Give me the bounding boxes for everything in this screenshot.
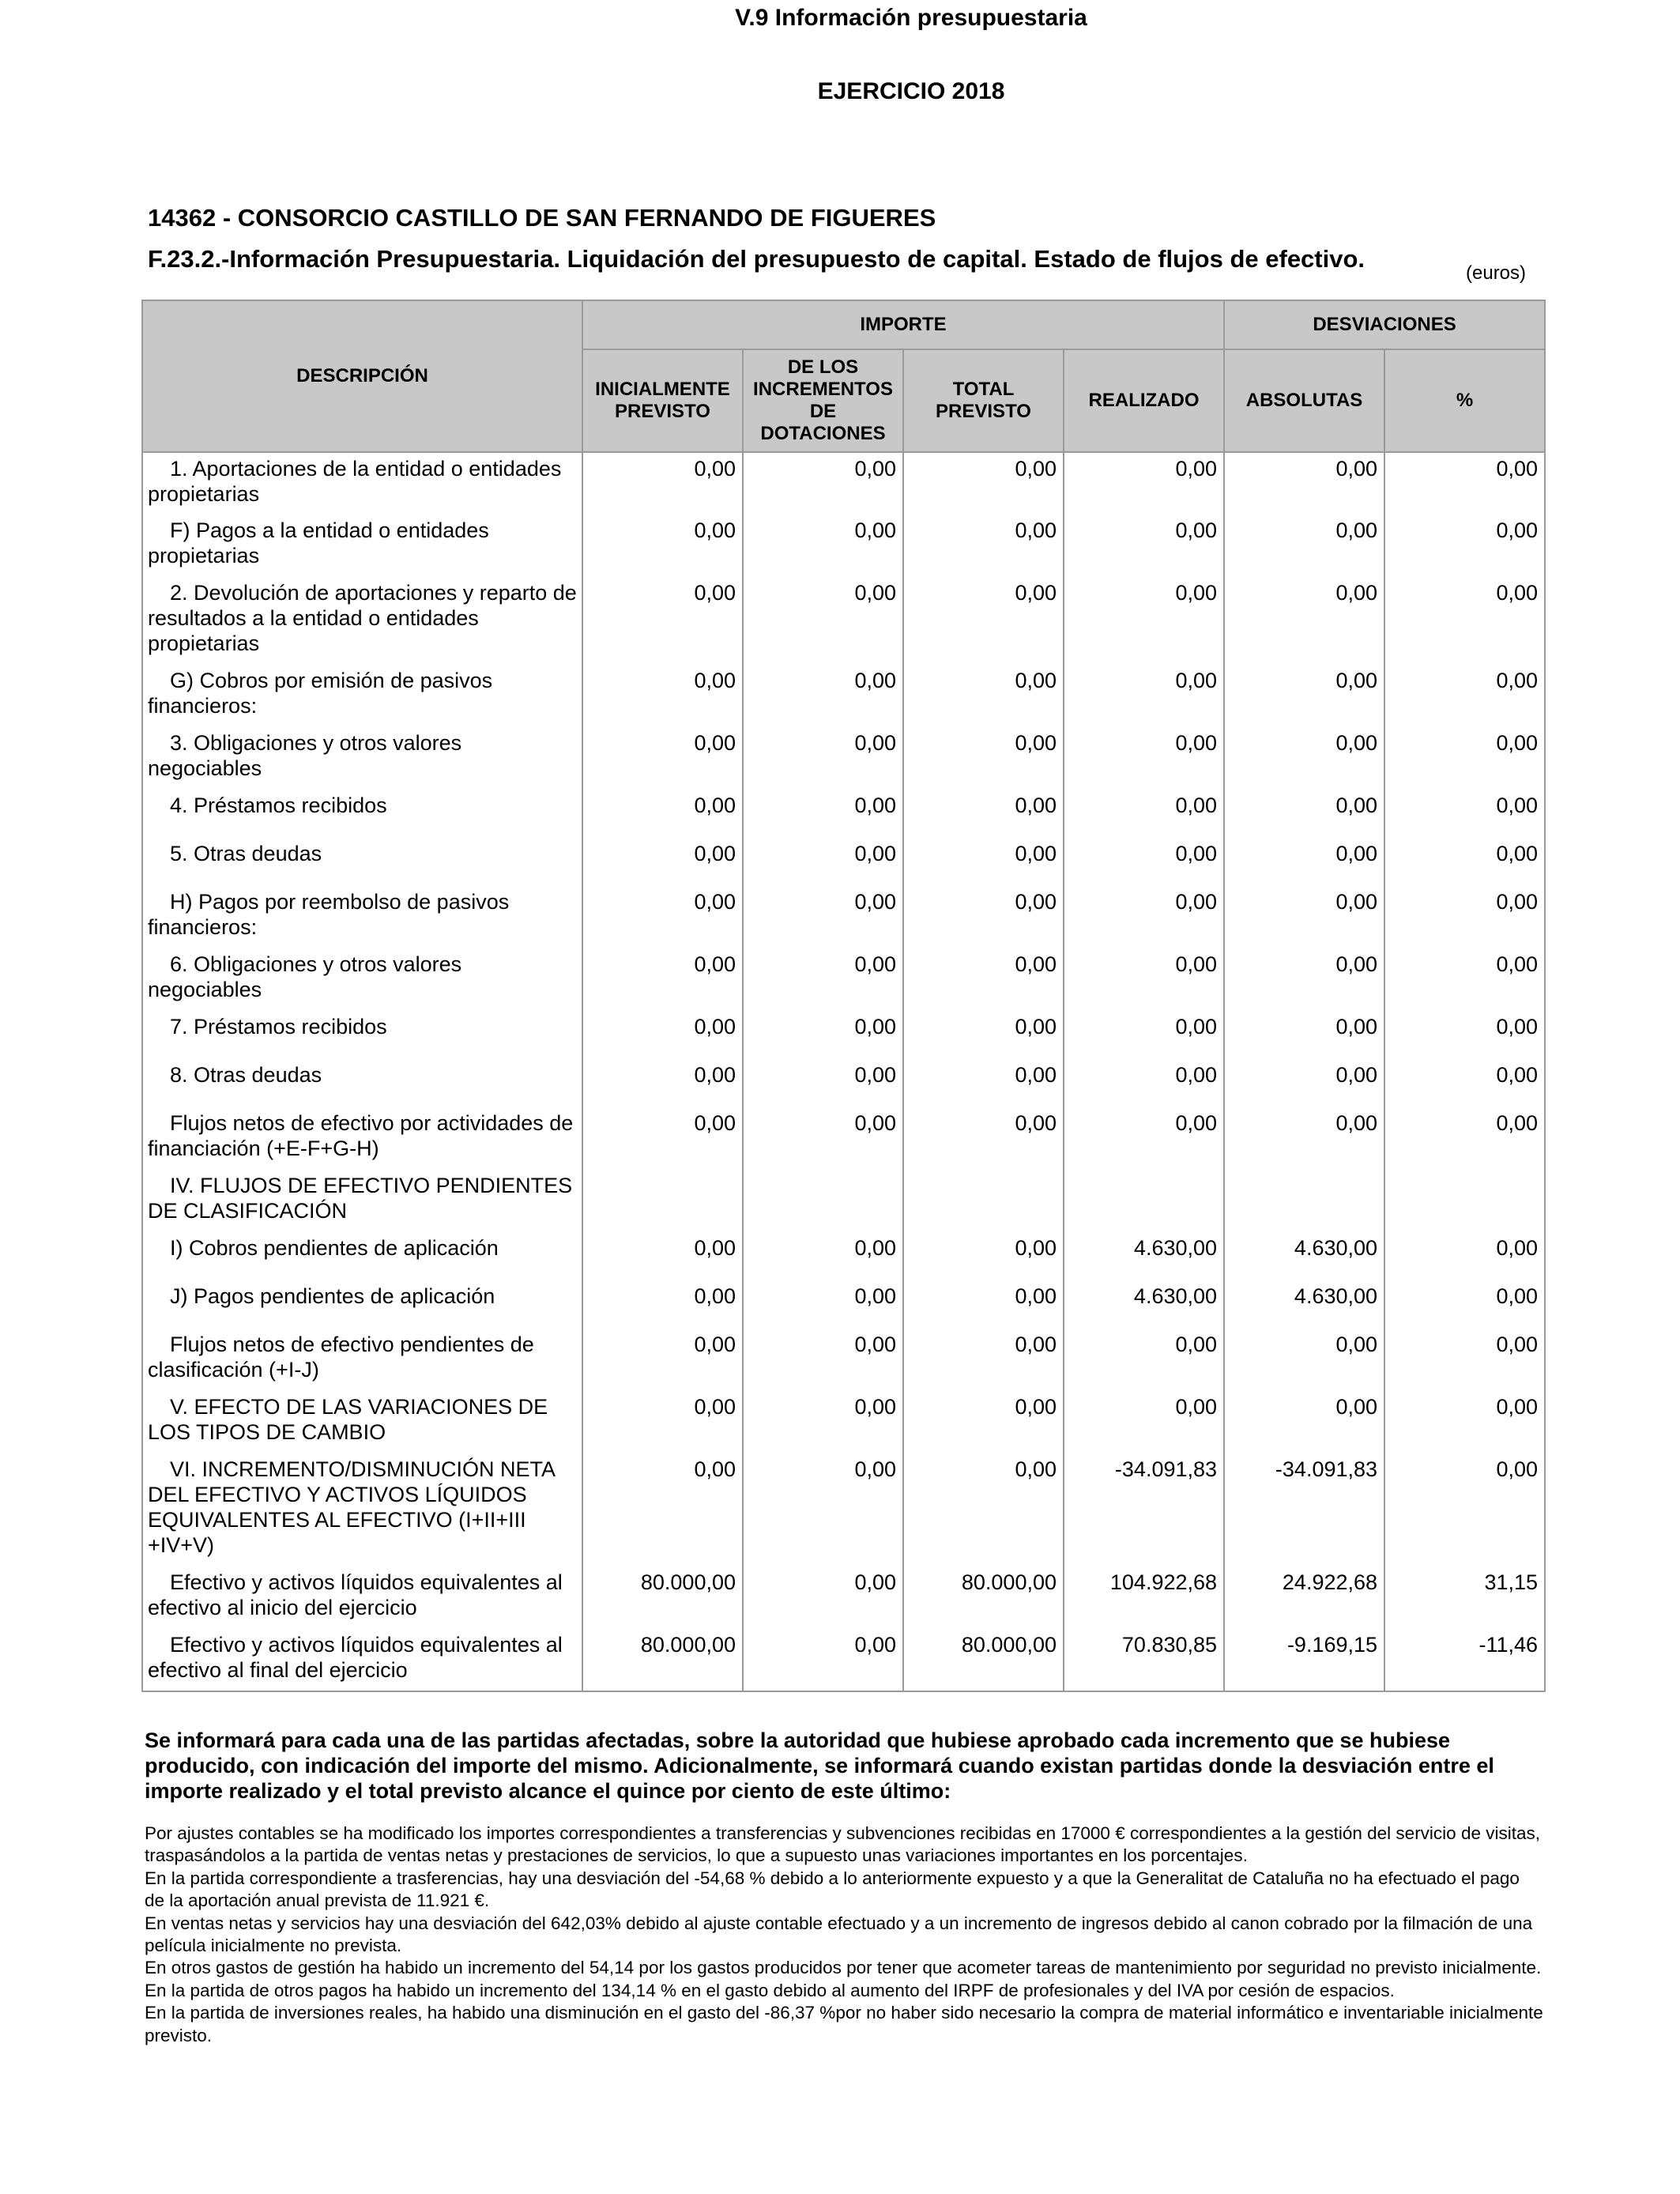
header-importe: IMPORTE — [582, 300, 1224, 349]
cell-absolutas: 0,00 — [1224, 948, 1384, 1011]
cell-incrementos: 0,00 — [743, 838, 903, 886]
cell-inicialmente-previsto: 0,00 — [582, 790, 743, 838]
row-description: Efectivo y activos líquidos equivalentes al efectivo al final del ejercicio — [142, 1629, 582, 1691]
cell-incrementos: 0,00 — [743, 1629, 903, 1691]
row-description: V. EFECTO DE LAS VARIACIONES DE LOS TIPOS DE CAMBIO — [142, 1391, 582, 1453]
cell-realizado: -34.091,83 — [1064, 1453, 1224, 1566]
cell-absolutas: 0,00 — [1224, 1059, 1384, 1107]
header-absolutas: ABSOLUTAS — [1224, 349, 1384, 452]
cell-absolutas: 0,00 — [1224, 577, 1384, 665]
table-row — [142, 1329, 1545, 1391]
cell-incrementos: 0,00 — [743, 452, 903, 515]
cell-absolutas: 0,00 — [1224, 886, 1384, 948]
table-row — [142, 1453, 1545, 1566]
cell-realizado: 0,00 — [1064, 1391, 1224, 1453]
cell-total-previsto: 0,00 — [903, 1280, 1064, 1329]
note-paragraph: En otros gastos de gestión ha habido un incremento del 54,14 por los gastos producidos por tener que acometer tareas de mantenimiento por seguridad no previsto inicialmente. — [145, 1958, 1542, 1978]
cell-total-previsto: 80.000,00 — [903, 1629, 1064, 1691]
cell-total-previsto: 0,00 — [903, 1391, 1064, 1453]
cell-pct — [1384, 1170, 1545, 1232]
cell-realizado: 0,00 — [1064, 452, 1224, 515]
cell-pct: 0,00 — [1384, 1232, 1545, 1280]
cell-absolutas: 4.630,00 — [1224, 1280, 1384, 1329]
note-paragraph: En la partida correspondiente a trasferencias, hay una desviación del -54,68 % debido a lo anteriormente expuesto y a que la Generalitat de Cataluña no ha efectuado el pago de la aportación anual prevista de 11.921 €. — [145, 1868, 1520, 1911]
table-row — [142, 665, 1545, 727]
cell-incrementos: 0,00 — [743, 515, 903, 577]
table-row — [142, 1011, 1545, 1059]
cell-realizado: 0,00 — [1064, 790, 1224, 838]
table-row — [142, 1280, 1545, 1329]
cell-pct: 0,00 — [1384, 1107, 1545, 1170]
note-paragraph: Por ajustes contables se ha modificado los importes correspondientes a transferencias y subvenciones recibidas en 17000 € correspondientes a la gestión del servicio de visitas, traspasándolos a la partida de ventas netas y prestaciones de servicios, lo que a supuesto unas variaciones importantes en los porcentajes. — [145, 1823, 1540, 1866]
cash-flow-table — [141, 300, 1546, 1692]
note-paragraph: En la partida de otros pagos ha habido un incremento del 134,14 % en el gasto debido al aumento del IRPF de profesionales y del IVA por cesión de espacios. — [145, 1980, 1395, 2000]
row-description: Flujos netos de efectivo por actividades de financiación (+E-F+G-H) — [142, 1107, 582, 1170]
cell-incrementos: 0,00 — [743, 727, 903, 790]
cell-realizado: 0,00 — [1064, 665, 1224, 727]
cell-inicialmente-previsto: 0,00 — [582, 1232, 743, 1280]
cell-pct: 0,00 — [1384, 1011, 1545, 1059]
cell-total-previsto: 0,00 — [903, 948, 1064, 1011]
cell-absolutas: 0,00 — [1224, 452, 1384, 515]
row-description: Flujos netos de efectivo pendientes de clasificación (+I-J) — [142, 1329, 582, 1391]
cell-pct: 0,00 — [1384, 665, 1545, 727]
cell-pct: -11,46 — [1384, 1629, 1545, 1691]
cell-incrementos: 0,00 — [743, 1280, 903, 1329]
entity-name: 14362 - CONSORCIO CASTILLO DE SAN FERNANDO DE FIGUERES — [148, 204, 936, 232]
cell-total-previsto: 0,00 — [903, 727, 1064, 790]
cell-realizado: 70.830,85 — [1064, 1629, 1224, 1691]
cell-inicialmente-previsto: 0,00 — [582, 1011, 743, 1059]
cell-incrementos: 0,00 — [743, 886, 903, 948]
table-row — [142, 577, 1545, 665]
table-row — [142, 1232, 1545, 1280]
cell-absolutas: 0,00 — [1224, 1329, 1384, 1391]
header-inicialmente-previsto: INICIALMENTE PREVISTO — [582, 349, 743, 452]
cell-realizado — [1064, 1170, 1224, 1232]
table-row — [142, 452, 1545, 515]
cell-pct: 0,00 — [1384, 886, 1545, 948]
row-description: IV. FLUJOS DE EFECTIVO PENDIENTES DE CLASIFICACIÓN — [142, 1170, 582, 1232]
cell-incrementos: 0,00 — [743, 1059, 903, 1107]
cell-absolutas: 0,00 — [1224, 1011, 1384, 1059]
table-row — [142, 1391, 1545, 1453]
cell-realizado: 104.922,68 — [1064, 1566, 1224, 1629]
cell-total-previsto: 0,00 — [903, 452, 1064, 515]
units-label: (euros) — [1466, 262, 1527, 284]
row-description: 4. Préstamos recibidos — [142, 790, 582, 838]
cell-total-previsto: 0,00 — [903, 886, 1064, 948]
cell-absolutas: 0,00 — [1224, 727, 1384, 790]
header-descripcion: DESCRIPCIÓN — [142, 300, 582, 452]
cell-absolutas: 4.630,00 — [1224, 1232, 1384, 1280]
cell-inicialmente-previsto: 0,00 — [582, 452, 743, 515]
notes-block — [145, 1823, 1543, 2047]
cell-total-previsto: 0,00 — [903, 577, 1064, 665]
cell-incrementos: 0,00 — [743, 790, 903, 838]
cell-total-previsto: 0,00 — [903, 1059, 1064, 1107]
cell-total-previsto: 0,00 — [903, 838, 1064, 886]
cell-realizado: 0,00 — [1064, 727, 1224, 790]
cell-total-previsto: 0,00 — [903, 1107, 1064, 1170]
cell-pct: 0,00 — [1384, 948, 1545, 1011]
row-description: H) Pagos por reembolso de pasivos financieros: — [142, 886, 582, 948]
cell-inicialmente-previsto: 0,00 — [582, 1107, 743, 1170]
cell-inicialmente-previsto: 0,00 — [582, 1391, 743, 1453]
cell-inicialmente-previsto: 0,00 — [582, 1453, 743, 1566]
cell-incrementos: 0,00 — [743, 948, 903, 1011]
cell-incrementos: 0,00 — [743, 1232, 903, 1280]
cell-realizado: 0,00 — [1064, 838, 1224, 886]
cell-inicialmente-previsto: 80.000,00 — [582, 1566, 743, 1629]
fiscal-year: EJERCICIO 2018 — [817, 78, 1005, 104]
cell-pct: 0,00 — [1384, 515, 1545, 577]
cell-absolutas: 0,00 — [1224, 838, 1384, 886]
header-desviaciones: DESVIACIONES — [1224, 300, 1545, 349]
table-row — [142, 1107, 1545, 1170]
cell-realizado: 0,00 — [1064, 515, 1224, 577]
cell-realizado: 0,00 — [1064, 577, 1224, 665]
cell-total-previsto: 0,00 — [903, 1329, 1064, 1391]
table-row — [142, 1059, 1545, 1107]
row-description: 7. Préstamos recibidos — [142, 1011, 582, 1059]
table-row — [142, 727, 1545, 790]
cell-incrementos: 0,00 — [743, 1391, 903, 1453]
cell-total-previsto — [903, 1170, 1064, 1232]
table-row — [142, 1170, 1545, 1232]
cell-inicialmente-previsto: 0,00 — [582, 1280, 743, 1329]
cell-inicialmente-previsto: 0,00 — [582, 886, 743, 948]
row-description: 2. Devolución de aportaciones y reparto de resultados a la entidad o entidades propietarias — [142, 577, 582, 665]
row-description: VI. INCREMENTO/DISMINUCIÓN NETA DEL EFECTIVO Y ACTIVOS LÍQUIDOS EQUIVALENTES AL EFECTIVO (I+II+III +IV+V) — [142, 1453, 582, 1566]
cell-inicialmente-previsto: 0,00 — [582, 838, 743, 886]
cell-realizado: 0,00 — [1064, 1011, 1224, 1059]
cell-inicialmente-previsto: 0,00 — [582, 948, 743, 1011]
header-pct: % — [1384, 349, 1545, 452]
cell-incrementos: 0,00 — [743, 577, 903, 665]
cell-incrementos: 0,00 — [743, 1011, 903, 1059]
row-description: 1. Aportaciones de la entidad o entidades propietarias — [142, 452, 582, 515]
row-description: I) Cobros pendientes de aplicación — [142, 1232, 582, 1280]
cell-incrementos — [743, 1170, 903, 1232]
row-description: 6. Obligaciones y otros valores negociables — [142, 948, 582, 1011]
header-realizado: REALIZADO — [1064, 349, 1224, 452]
notice-text: Se informará para cada una de las partidas afectadas, sobre la autoridad que hubiese aprobado cada incremento que se hubiese producido, con indicación del importe del mismo. Adicionalmente, se informará cuando existan partidas donde la desviación entre el importe realizado y el total previsto alcance el quince por ciento de este último: — [145, 1728, 1494, 1803]
cell-total-previsto: 80.000,00 — [903, 1566, 1064, 1629]
cell-pct: 0,00 — [1384, 838, 1545, 886]
cell-incrementos: 0,00 — [743, 1107, 903, 1170]
cell-absolutas — [1224, 1170, 1384, 1232]
cell-total-previsto: 0,00 — [903, 515, 1064, 577]
cell-incrementos: 0,00 — [743, 1453, 903, 1566]
row-description: Efectivo y activos líquidos equivalentes al efectivo al inicio del ejercicio — [142, 1566, 582, 1629]
cell-total-previsto: 0,00 — [903, 1453, 1064, 1566]
cell-incrementos: 0,00 — [743, 665, 903, 727]
cell-absolutas: -9.169,15 — [1224, 1629, 1384, 1691]
cell-pct: 0,00 — [1384, 1453, 1545, 1566]
cell-pct: 0,00 — [1384, 790, 1545, 838]
table-row — [142, 838, 1545, 886]
cell-inicialmente-previsto: 0,00 — [582, 1059, 743, 1107]
page-title: V.9 Información presupuestaria — [735, 5, 1087, 31]
cell-total-previsto: 0,00 — [903, 790, 1064, 838]
cell-absolutas: 0,00 — [1224, 515, 1384, 577]
cell-realizado: 0,00 — [1064, 948, 1224, 1011]
cell-incrementos: 0,00 — [743, 1329, 903, 1391]
cell-realizado: 4.630,00 — [1064, 1280, 1224, 1329]
cell-absolutas: 0,00 — [1224, 665, 1384, 727]
cell-pct: 0,00 — [1384, 1329, 1545, 1391]
cell-realizado: 0,00 — [1064, 886, 1224, 948]
cell-inicialmente-previsto — [582, 1170, 743, 1232]
row-description: 3. Obligaciones y otros valores negociables — [142, 727, 582, 790]
cell-inicialmente-previsto: 0,00 — [582, 577, 743, 665]
cell-total-previsto: 0,00 — [903, 665, 1064, 727]
cell-pct: 0,00 — [1384, 1059, 1545, 1107]
cell-realizado: 4.630,00 — [1064, 1232, 1224, 1280]
row-description: F) Pagos a la entidad o entidades propietarias — [142, 515, 582, 577]
cell-absolutas: 24.922,68 — [1224, 1566, 1384, 1629]
row-description: 8. Otras deudas — [142, 1059, 582, 1107]
header-de-los-incrementos: DE LOS INCREMENTOS DE DOTACIONES — [743, 349, 903, 452]
cell-pct: 0,00 — [1384, 1280, 1545, 1329]
table-row — [142, 790, 1545, 838]
cell-pct: 0,00 — [1384, 727, 1545, 790]
table-row — [142, 948, 1545, 1011]
row-description: 5. Otras deudas — [142, 838, 582, 886]
table-row — [142, 1566, 1545, 1629]
table-row — [142, 886, 1545, 948]
table-row — [142, 515, 1545, 577]
cell-total-previsto: 0,00 — [903, 1232, 1064, 1280]
report-subtitle: F.23.2.-Información Presupuestaria. Liquidación del presupuesto de capital. Estado de flujos de efectivo. — [148, 245, 1365, 273]
cell-realizado: 0,00 — [1064, 1107, 1224, 1170]
cell-absolutas: 0,00 — [1224, 1391, 1384, 1453]
note-paragraph: En ventas netas y servicios hay una desviación del 642,03% debido al ajuste contable efectuado y a un incremento de ingresos debido al canon cobrado por la filmación de una película inicialmente no prevista. — [145, 1913, 1533, 1956]
cell-pct: 31,15 — [1384, 1566, 1545, 1629]
cell-realizado: 0,00 — [1064, 1329, 1224, 1391]
cell-absolutas: 0,00 — [1224, 790, 1384, 838]
cell-incrementos: 0,00 — [743, 1566, 903, 1629]
cell-inicialmente-previsto: 0,00 — [582, 1329, 743, 1391]
table-row — [142, 1629, 1545, 1691]
cell-absolutas: -34.091,83 — [1224, 1453, 1384, 1566]
cell-inicialmente-previsto: 80.000,00 — [582, 1629, 743, 1691]
cell-total-previsto: 0,00 — [903, 1011, 1064, 1059]
cell-inicialmente-previsto: 0,00 — [582, 665, 743, 727]
cell-pct: 0,00 — [1384, 577, 1545, 665]
cell-inicialmente-previsto: 0,00 — [582, 515, 743, 577]
row-description: G) Cobros por emisión de pasivos financieros: — [142, 665, 582, 727]
row-description: J) Pagos pendientes de aplicación — [142, 1280, 582, 1329]
cell-realizado: 0,00 — [1064, 1059, 1224, 1107]
header-total-previsto: TOTAL PREVISTO — [903, 349, 1064, 452]
cell-pct: 0,00 — [1384, 452, 1545, 515]
cell-inicialmente-previsto: 0,00 — [582, 727, 743, 790]
cell-pct: 0,00 — [1384, 1391, 1545, 1453]
cell-absolutas: 0,00 — [1224, 1107, 1384, 1170]
note-paragraph: En la partida de inversiones reales, ha habido una disminución en el gasto del -86,37 %por no haber sido necesario la compra de material informático e inventariable inicialmente previsto. — [145, 2003, 1543, 2045]
